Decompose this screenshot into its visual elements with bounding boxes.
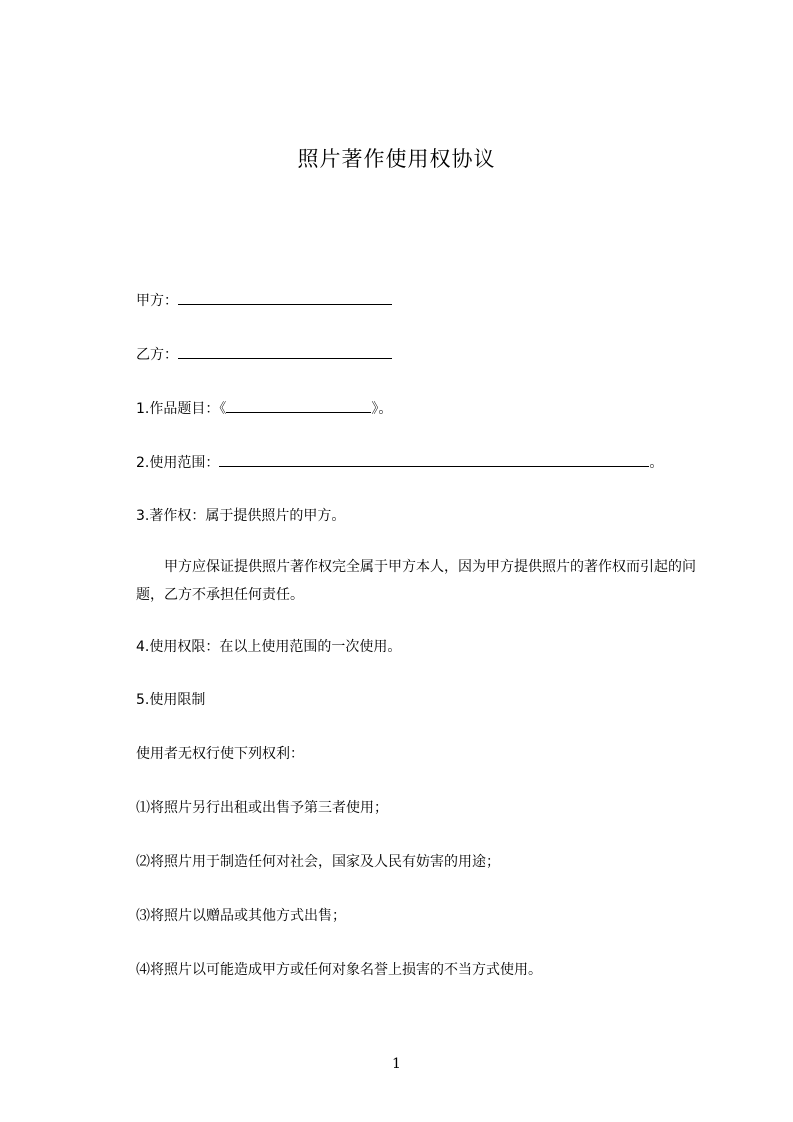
item-1-suffix: 》。 [371, 401, 393, 417]
party-a-blank[interactable] [178, 290, 392, 305]
work-title-blank[interactable] [226, 398, 371, 413]
restriction-item-2: ⑵将照片用于制造任何对社会，国家及人民有妨害的用途； [136, 854, 500, 870]
item-5-usage-restrictions: 5.使用限制 [136, 692, 206, 708]
item-3-copyright: 3.著作权：属于提供照片的甲方。 [136, 508, 346, 524]
document-title: 照片著作使用权协议 [297, 147, 496, 171]
restriction-item-3: ⑶将照片以赠品或其他方式出售； [136, 908, 346, 924]
party-b-line [136, 344, 392, 365]
party-a-line [136, 290, 392, 311]
item-2-suffix: 。 [649, 455, 664, 471]
item-2-usage-scope [136, 452, 663, 473]
item-3-description: 甲方应保证提供照片著作权完全属于甲方本人，因为甲方提供照片的著作权而引起的问题，乙方不承担任何责任。 [136, 559, 696, 603]
usage-scope-blank[interactable] [219, 452, 649, 467]
page-number: 1 [392, 1056, 401, 1072]
item-1-work-title [136, 398, 392, 419]
item-4-usage-rights: 4.使用权限：在以上使用范围的一次使用。 [136, 639, 402, 655]
restriction-item-4: ⑷将照片以可能造成甲方或任何对象名誉上损害的不当方式使用。 [136, 962, 542, 978]
party-b-blank[interactable] [178, 344, 392, 359]
party-a-label: 甲方： [136, 293, 178, 309]
restriction-intro: 使用者无权行使下列权利： [136, 746, 304, 762]
party-b-label: 乙方： [136, 347, 178, 363]
item-2-label: 2.使用范围： [136, 455, 220, 471]
restriction-item-1: ⑴将照片另行出租或出售予第三者使用； [136, 800, 388, 816]
item-1-label: 1.作品题目：《 [136, 401, 227, 417]
